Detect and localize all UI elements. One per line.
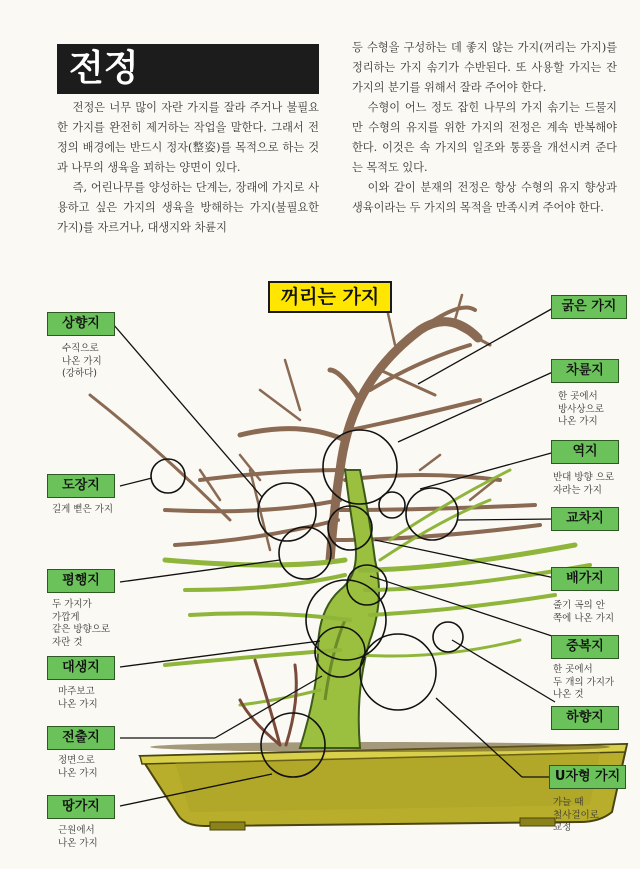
label-wheel-branch: 차륜지 [551, 359, 619, 383]
desc-front-branch: 정면으로 나온 가지 [58, 755, 98, 779]
label-thick-branch: 굵은 가지 [551, 295, 627, 319]
page-title: 전정 [69, 48, 139, 89]
diagram-title: 꺼리는 가지 [268, 281, 392, 313]
intro-right-paragraph-1: 등 수형을 구성하는 데 좋지 않는 가지(꺼리는 가지)를 정리하는 가지 솎기가 수반된다. 또 사용할 가지는 잔가지의 분기를 위해서 잘라 주어야 한다. [352, 41, 617, 94]
label-crossing-branch: 교차지 [551, 507, 619, 531]
desc-water-sprout: 길게 뻗은 가지 [52, 504, 114, 515]
desc-parallel-branch: 두 가지가 가깝게 같은 방향으로 자란 것 [52, 599, 111, 648]
intro-right-paragraph-3: 이와 같이 분재의 전정은 항상 수형의 유지 향상과 생육이라는 두 가지의 목적을 만족시켜 주어야 한다. [352, 181, 617, 214]
desc-reverse-branch: 반대 방향 으로 자라는 가지 [553, 472, 615, 496]
intro-right-paragraph-2: 수형이 어느 정도 잡힌 나무의 가지 솎기는 드물지만 수형의 유지를 위한 가지의 전정은 계속 반복해야 한다. 이것은 속 가지의 일조와 통풍을 개선시켜 준다는 목적도 있다. [352, 101, 617, 174]
desc-duplicate-branch: 한 곳에서 두 개의 가지가 나온 것 [553, 664, 615, 700]
label-upward-branch: 상향지 [47, 312, 115, 336]
intro-left-paragraph-2: 즉, 어린나무를 양성하는 단계는, 장래에 가지로 사용하고 싶은 가지의 생육을 방해하는 가지(불필요한 가지)를 자르거나, 대생지와 차륜지 [57, 181, 319, 234]
desc-wheel-branch: 한 곳에서 방사상으로 나온 가지 [558, 391, 604, 427]
intro-left-paragraph-1: 전정은 너무 많이 자란 가지를 잘라 주거나 불필요한 가지를 완전히 제거하는 작업을 말한다. 그래서 전정의 배경에는 반드시 정자(整姿)를 목적으로 하는 것과 나무의 생육을 꾀하는 양면이 있다. [57, 101, 319, 174]
label-root-sucker: 땅가지 [47, 795, 115, 819]
label-front-branch: 전출지 [47, 726, 115, 750]
desc-upward-branch: 수직으로 나온 가지 (강하다) [62, 343, 102, 379]
label-downward-branch: 하향지 [551, 706, 619, 730]
label-reverse-branch: 역지 [551, 440, 619, 464]
label-opposite-branch: 대생지 [47, 656, 115, 680]
label-water-sprout: 도장지 [47, 474, 115, 498]
label-duplicate-branch: 중복지 [551, 635, 619, 659]
desc-u-shaped-branch: 가늘 때 철사걸이로 교정 [553, 797, 599, 833]
desc-root-sucker: 근원에서 나온 가지 [58, 825, 98, 849]
label-u-shaped-branch: U자형 가지 [549, 765, 626, 789]
label-inner-curve-branch: 배가지 [551, 567, 619, 591]
desc-inner-curve-branch: 줄기 곡의 안 쪽에 나온 가지 [553, 600, 615, 624]
desc-opposite-branch: 마주보고 나온 가지 [58, 686, 98, 710]
label-parallel-branch: 평행지 [47, 569, 115, 593]
